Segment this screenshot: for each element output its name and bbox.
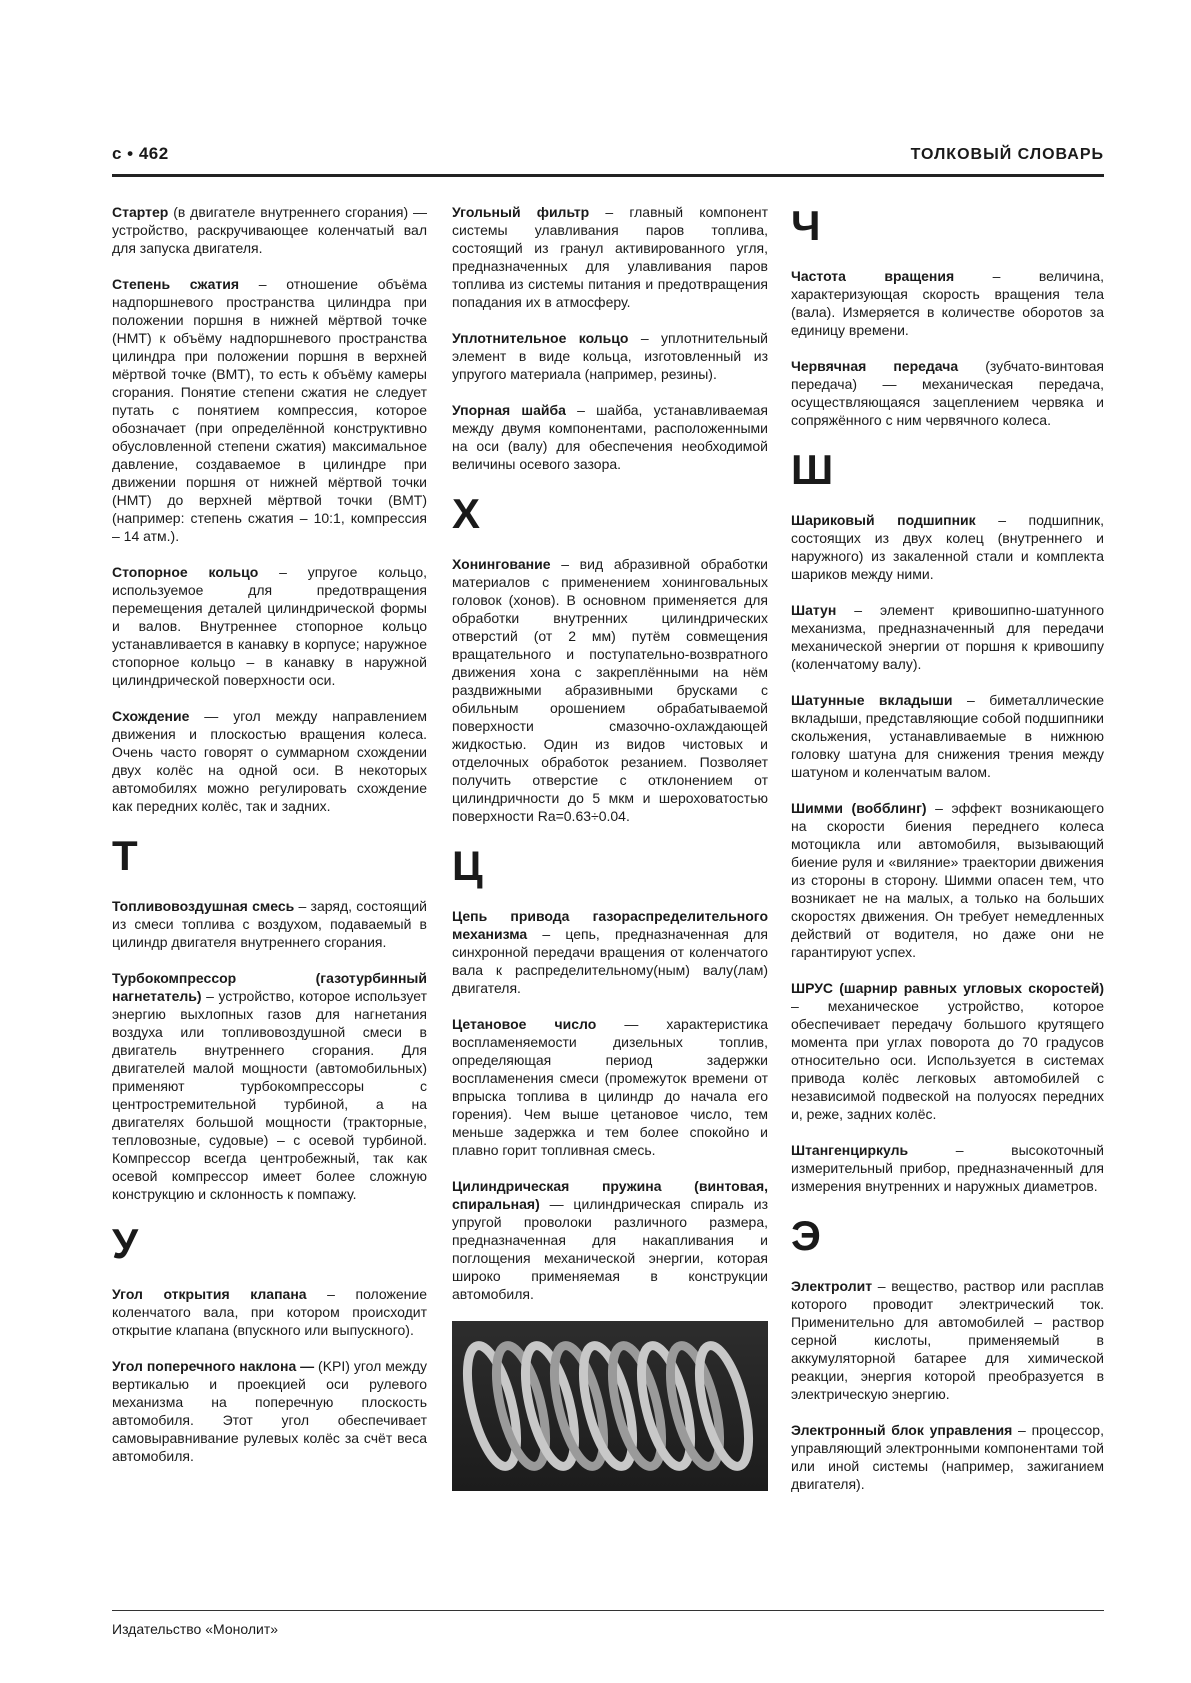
glossary-entry: [112, 897, 427, 951]
glossary-entry: [112, 1357, 427, 1465]
section-letter: Т: [112, 832, 138, 879]
entry-definition: – подшипник, состоящих из двух колец (внутреннего и наружного) из закаленной стали и комплекта шариков между ними.: [791, 512, 1104, 582]
entry-definition: – положение коленчатого вала, при котором происходит открытие клапана (впускного или выпускного).: [112, 1286, 427, 1338]
entry-term: Топливовоздушная смесь: [112, 898, 295, 914]
publisher-footer: Издательство «Монолит»: [112, 1621, 279, 1637]
entry-definition: – элемент кривошипно-шатунного механизма, предназначенный для передачи механической энергии от поршня к кривошипу (коленчатому валу).: [791, 602, 1104, 672]
glossary-entry: [791, 1141, 1104, 1195]
glossary-entry: [452, 1015, 768, 1159]
entry-definition: – вид абразивной обработки материалов с применением хонинговальных головок (хонов). В основном применяется для обработки внутренних цилиндрических отверстий (от 2 мм) путём совмещения вращательного и поступательно-возвратного движения хона с закреплёнными на нём раздвижными абразивными брусками с обильным орошением обрабатываемой поверхности смазочно-охлаждающей жидкостью. Один из видов чистовых и отделочных обработок резанием. Позволяет получить отверстие с отклонением от цилиндричности до 5 мкм и шероховатостью поверхности Ra=0.63÷0.04.: [452, 556, 768, 824]
entry-term: Хонингование: [452, 556, 551, 572]
glossary-entry: [452, 555, 768, 825]
entry-definition: – вещество, раствор или расплав которого проводит электрический ток. Применительно для автомобилей – раствор серной кислоты, применяемый в аккумуляторной батарее для химической реакции, энергия которой преобразуется в электрическую энергию.: [791, 1278, 1104, 1402]
entry-definition: – цепь, предназначенная для синхронной передачи вращения от коленчатого вала к распределительному(ным) валу(лам) двигателя.: [452, 926, 768, 996]
column-3: [791, 203, 1104, 1511]
entry-definition: — угол между направлением движения и плоскостью вращения колеса. Очень часто говорят о суммарном схождении двух колёс на одной оси. В некоторых автомобилях можно регулировать схождение как передних колёс, так и задних.: [112, 708, 427, 814]
spring-coil: [690, 1341, 759, 1471]
entry-definition: – шайба, устанавливаемая между двумя компонентами, расположенными на оси (валу) для обеспечения необходимой величины осевого зазора.: [452, 402, 768, 472]
entry-term: Цепь привода газораспределительного механизма: [452, 908, 768, 942]
entry-term: Угольный фильтр: [452, 204, 590, 220]
glossary-entry: [452, 907, 768, 997]
glossary-entry: [112, 275, 427, 545]
entry-definition: – эффект возникающего на скорости биения переднего колеса мотоцикла или автомобиля, вызывающий биение руля и «виляние» траектории движения из стороны в сторону. Шимми опасен тем, что возникает не на малых, а только на больших скоростях движения. Он требует немедленных действий от водителя, но даже они не гарантируют успех.: [791, 800, 1104, 960]
section-letter: Ч: [791, 202, 821, 249]
section-letter: Ш: [791, 446, 834, 493]
entry-term: Стартер: [112, 204, 169, 220]
glossary-entry: [791, 267, 1104, 339]
entry-term: Турбокомпрессор (газотурбинный нагнетатель): [112, 970, 427, 1004]
entry-term: Электролит: [791, 1278, 873, 1294]
entry-term: Уплотнительное кольцо: [452, 330, 629, 346]
page-number: с • 462: [112, 144, 169, 163]
entry-definition: – механическое устройство, которое обеспечивает передачу большого крутящего момента при углах поворота до 70 градусов относительно оси. Используется в системах привода колёс легковых автомобилей с независимой подвеской на полуосях передних и, реже, задних колёс.: [791, 998, 1104, 1122]
entry-term: Степень сжатия: [112, 276, 240, 292]
entry-definition: – процессор, управляющий электронными компонентами той или иной системы (например, зажиганием двигателя).: [791, 1422, 1104, 1492]
glossary-entry: [791, 979, 1104, 1123]
glossary-entry: [452, 1177, 768, 1303]
entry-term: Угол открытия клапана: [112, 1286, 307, 1302]
entry-term: Червячная передача: [791, 358, 959, 374]
glossary-entry: [112, 203, 427, 257]
entry-term: Штангенциркуль: [791, 1142, 909, 1158]
entry-term: Шатунные вкладыши: [791, 692, 953, 708]
section-letter: У: [112, 1220, 139, 1267]
page-header: [112, 144, 1104, 172]
entry-term: Стопорное кольцо: [112, 564, 259, 580]
entry-definition: — цилиндрическая спираль из упругой проволоки различного размера, предназначенная для накапливания и поглощения механической энергии, которая широко применяемая в конструкции автомобиля.: [452, 1196, 768, 1302]
glossary-entry: [791, 799, 1104, 961]
entry-term: Цетановое число: [452, 1016, 597, 1032]
column-1: [112, 203, 427, 1483]
glossary-entry: [452, 203, 768, 311]
glossary-entry: [791, 601, 1104, 673]
entry-term: Схождение: [112, 708, 190, 724]
entry-definition: (KPI) угол между вертикалью и проекцией оси рулевого механизма на поперечную плоскость автомобиля. Этот угол обеспечивает самовыравнивание рулевых колёс за счёт веса автомобиля.: [112, 1358, 427, 1464]
entry-definition: – уплотнительный элемент в виде кольца, изготовленный из упругого материала (например, резины).: [452, 330, 768, 382]
entry-definition: — характеристика воспламеняемости дизельных топлив, определяющая период задержки воспламенения смеси (промежуток времени от впрыска топлива в цилиндр до начала его горения). Чем выше цетановое число, тем меньше задержка и тем более спокойно и плавно горит топливная смесь.: [452, 1016, 768, 1158]
entry-definition: – величина, характеризующая скорость вращения тела (вала). Измеряется в количестве оборотов за единицу времени.: [791, 268, 1104, 338]
section-title: ТОЛКОВЫЙ СЛОВАРЬ: [910, 146, 1104, 163]
glossary-entry: [791, 357, 1104, 429]
section-letter: Ц: [452, 842, 483, 889]
column-2: [452, 203, 768, 1491]
entry-term: Электронный блок управления: [791, 1422, 1013, 1438]
entry-term: Шатун: [791, 602, 837, 618]
glossary-entry: [791, 1421, 1104, 1493]
entry-definition: – заряд, состоящий из смеси топлива с воздухом, подаваемый в цилиндр двигателя внутреннего сгорания.: [112, 898, 428, 950]
glossary-entry: [112, 707, 427, 815]
glossary-entry: [112, 969, 427, 1203]
footer-divider: [112, 1610, 1104, 1611]
entry-term: ШРУС (шарнир равных угловых скоростей): [791, 980, 1104, 996]
entry-definition: – упругое кольцо, используемое для предотвращения перемещения деталей цилиндрической формы и валов. Внутреннее стопорное кольцо устанавливается в канавку в корпусе; наружное стопорное кольцо – в канавку в наружной цилиндрической поверхности оси.: [112, 564, 427, 688]
entry-term: Цилиндрическая пружина (винтовая, спиральная): [452, 1178, 768, 1212]
entry-definition: – биметаллические вкладыши, представляющие собой подшипники скольжения, устанавливаемые в нижнюю головку шатуна для снижения трения между шатуном и коленчатым валом.: [791, 692, 1104, 780]
entry-definition: (в двигателе внутреннего сгорания) — устройство, раскручивающее коленчатый вал для запуска двигателя.: [112, 204, 427, 256]
glossary-entry: [452, 329, 768, 383]
glossary-entry: [791, 511, 1104, 583]
glossary-entry: [791, 691, 1104, 781]
entry-definition: (зубчато-винтовая передача) — механическая передача, осуществляющаяся зацеплением червяка и сопряжённого с ним червячного колеса.: [791, 358, 1104, 428]
header-divider: [112, 174, 1104, 177]
coil-spring-photo: [452, 1321, 768, 1491]
glossary-entry: [112, 1285, 427, 1339]
entry-term: Шимми (вобблинг): [791, 800, 927, 816]
section-letter: Э: [791, 1212, 821, 1259]
entry-term: Угол поперечного наклона —: [112, 1358, 315, 1374]
section-letter: Х: [452, 490, 481, 537]
entry-term: Шариковый подшипник: [791, 512, 976, 528]
entry-term: Частота вращения: [791, 268, 955, 284]
glossary-entry: [112, 563, 427, 689]
entry-term: Упорная шайба: [452, 402, 566, 418]
glossary-entry: [452, 401, 768, 473]
entry-definition: – высокоточный измерительный прибор, предназначенный для измерения внутренних и наружных диаметров.: [791, 1142, 1104, 1194]
entry-definition: – отношение объёма надпоршневого пространства цилиндра при положении поршня в нижней мёртвой точке (НМТ) к объёму надпоршневого пространства цилиндра при положении поршня в верхней мёртвой точке (ВМТ), то есть к объёму камеры сгорания. Понятие степени сжатия не следует путать с понятием компрессия, которое обозначает (при определённой конструктивно обусловленной степени сжатия) максимальное давление, создаваемое в цилиндре при движении поршня от нижней мёртвой точки (НМТ) до верхней мёртвой точки (ВМТ) (например: степень сжатия – 10:1, компрессия – 14 атм.).: [112, 276, 427, 544]
entry-definition: – главный компонент системы улавливания паров топлива, состоящий из гранул активированного угля, предназначенных для улавливания паров топлива из системы питания и предотвращения попадания их в атмосферу.: [452, 204, 769, 310]
glossary-entry: [791, 1277, 1104, 1403]
entry-definition: – устройство, которое использует энергию выхлопных газов для нагнетания воздуха или топливовоздушной смеси в двигатель внутреннего сгорания. Для двигателей малой мощности (автомобильных) применяют турбокомпрессоры с центростремительной турбиной, а на двигателях большой мощности (тракторные, тепловозные, судовые) – с осевой турбиной. Компрессор всегда центробежный, так как осевой компрессор имеет более сложную конструкцию и склонность к помпажу.: [112, 988, 427, 1202]
